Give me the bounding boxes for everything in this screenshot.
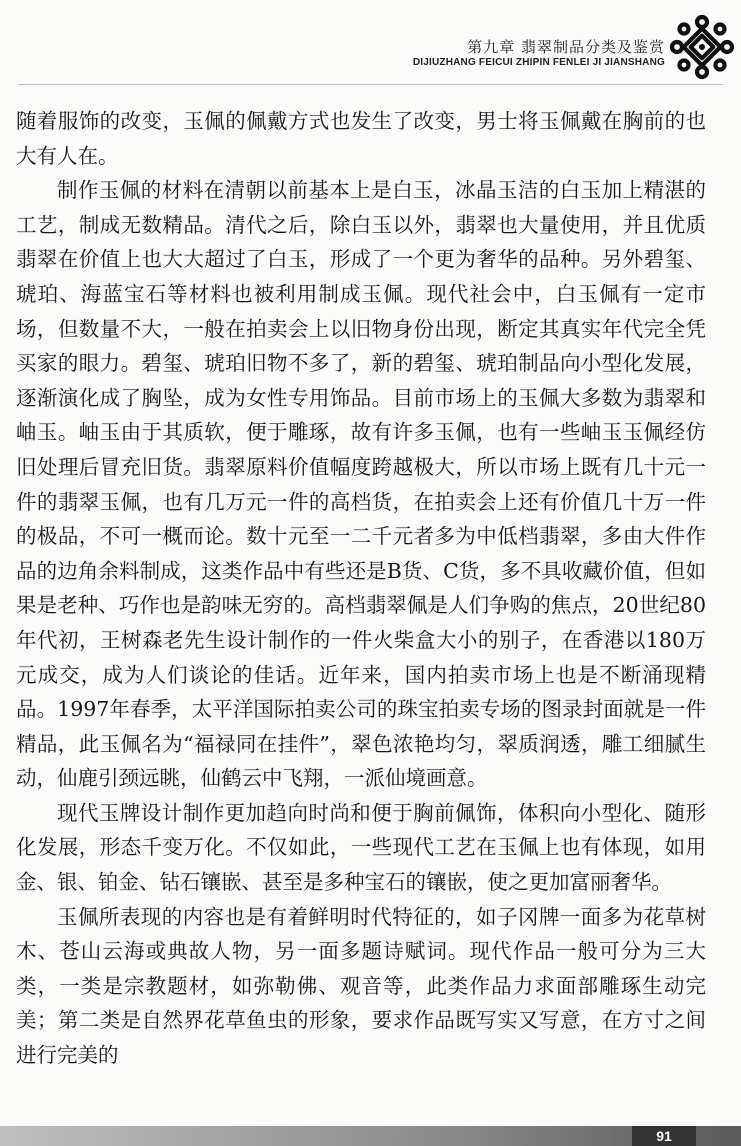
paragraph-3: 现代玉牌设计制作更加趋向时尚和便于胸前佩饰，体积向小型化、随形化发展，形态千变万化。不仅如此，一些现代工艺在玉佩上也有体现，如用金、银、铂金、钻石镶嵌、甚至是多种宝石的镶嵌，使之更加富丽奢华。: [16, 800, 706, 895]
chapter-title: 第九章 翡翠制品分类及鉴赏: [467, 38, 665, 56]
paragraph-4: 玉佩所表现的内容也是有着鲜明时代特征的，如子冈牌一面多为花草树木、苍山云海或典故人物，另一面多题诗赋词。现代作品一般可分为三大类，一类是宗教题材，如弥勒佛、观音等，此类作品力求面部雕琢生动完美；第二类是自然界花草鱼虫的形象，要求作品既写实又写意，在方寸之间进行完美的: [16, 904, 706, 1068]
body-text: [16, 104, 706, 1073]
chinese-knot-icon: [669, 14, 735, 80]
chapter-pinyin: DIJIUZHANG FEICUI ZHIPIN FENLEI JI JIANSHANG: [412, 57, 665, 68]
page-number: 91: [632, 1126, 696, 1146]
footer-bar: [0, 1126, 741, 1146]
header-divider: [18, 84, 723, 85]
running-header: [413, 38, 665, 69]
paragraph-1: 随着服饰的改变，玉佩的佩戴方式也发生了改变，男士将玉佩戴在胸前的也大有人在。: [16, 109, 706, 168]
paragraph-2: 制作玉佩的材料在清朝以前基本上是白玉，冰晶玉洁的白玉加上精湛的工艺，制成无数精品。清代之后，除白玉以外，翡翠也大量使用，并且优质翡翠在价值上也大大超过了白玉，形成了一个更为奢华的品种。另外碧玺、琥珀、海蓝宝石等材料也被利用制成玉佩。现代社会中，白玉佩有一定市场，但数量不大，一般在拍卖会上以旧物身份出现，断定其真实年代完全凭买家的眼力。碧玺、琥珀旧物不多了，新的碧玺、琥珀制品向小型化发展，逐渐演化成了胸坠，成为女性专用饰品。目前市场上的玉佩大多数为翡翠和岫玉。岫玉由于其质软，便于雕琢，故有许多玉佩，也有一些岫玉玉佩经仿旧处理后冒充旧货。翡翠原料价值幅度跨越极大，所以市场上既有几十元一件的翡翠玉佩，也有几万元一件的高档货，在拍卖会上还有价值几十万一件的极品，不可一概而论。数十元至一二千元者多为中低档翡翠，多由大件作品的边角余料制成，这类作品中有些还是B货、C货，多不具收藏价值，但如果是老种、巧作也是韵味无穷的。高档翡翠佩是人们争购的焦点，20世纪80年代初，王树森老先生设计制作的一件火柴盒大小的别子，在香港以180万元成交，成为人们谈论的佳话。近年来，国内拍卖市场上也是不断涌现精品。1997年春季，太平洋国际拍卖公司的珠宝拍卖专场的图录封面就是一件精品，此玉佩名为“福禄同在挂件”，翠色浓艳均匀，翠质润透，雕工细腻生动，仙鹿引颈远眺，仙鹤云中飞翔，一派仙境画意。: [16, 178, 706, 791]
